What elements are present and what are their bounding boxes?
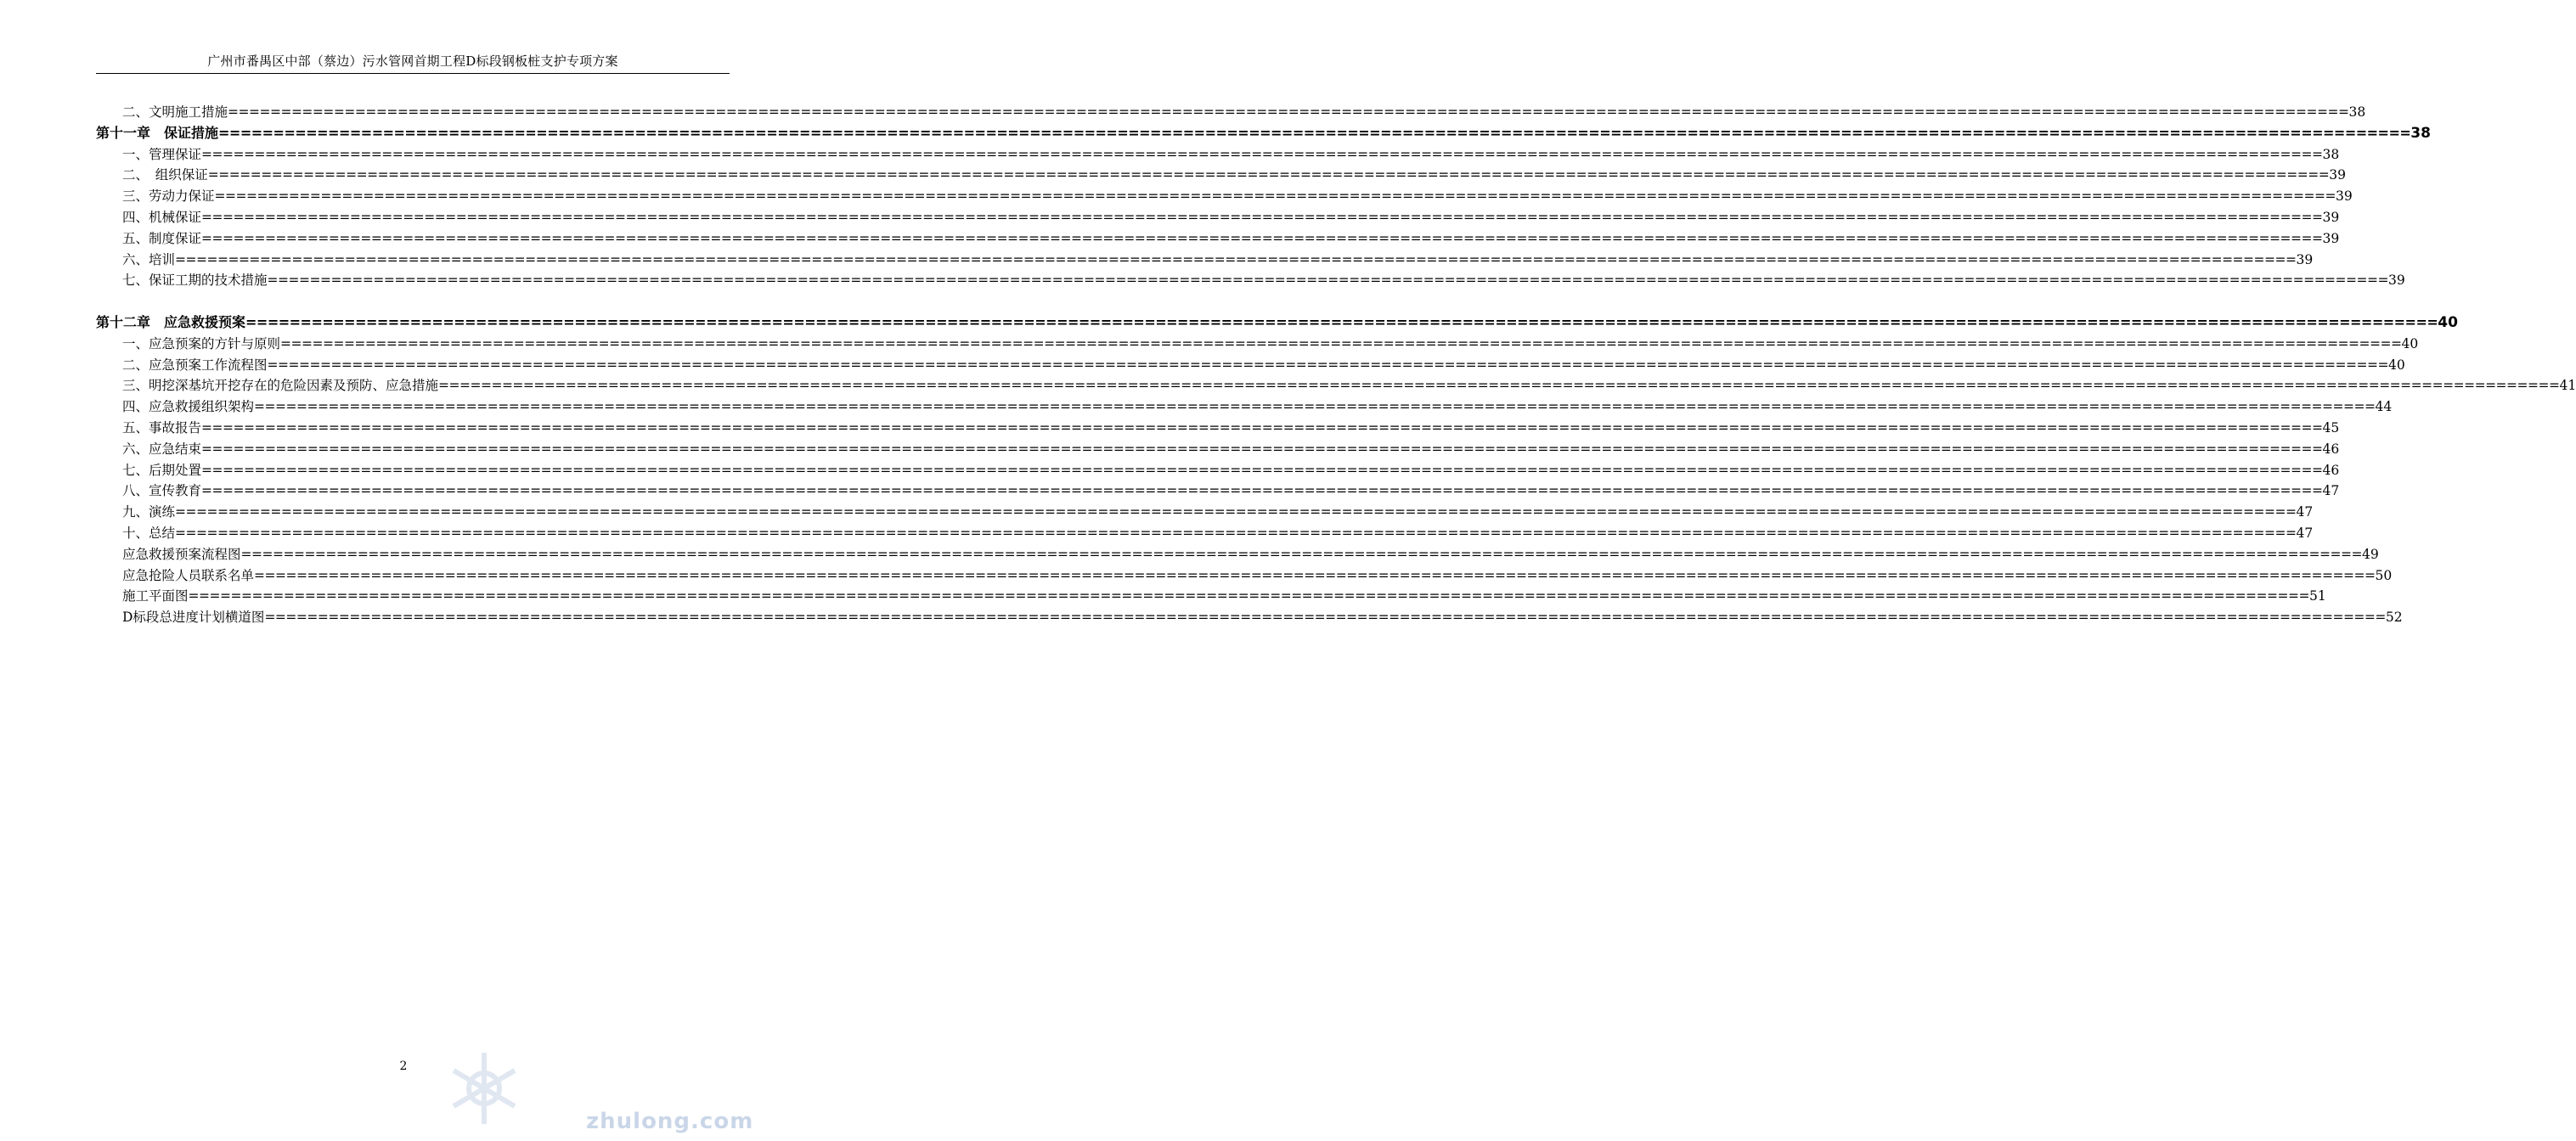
- toc-entry-title: D标段总进度计划横道图: [122, 610, 265, 626]
- toc-entry-page: 44: [2375, 399, 2393, 415]
- toc-entry-page: 39: [2329, 167, 2346, 183]
- toc-entry-page: 50: [2375, 567, 2393, 583]
- toc-entry[interactable]: [96, 544, 2379, 565]
- toc-leader: ========================================================================================================================================================================================================: [240, 546, 2362, 562]
- toc-leader: ========================================================================================================================================================================================================: [175, 251, 2297, 267]
- toc-entry-title: 三、明挖深基坑开挖存在的危险因素及预防、应急措施: [122, 378, 439, 394]
- toc-chapter-title: 第十二章 应急救援预案: [96, 313, 246, 330]
- toc-entry-page: 47: [2322, 483, 2340, 499]
- toc-leader: ========================================================================================================================================================================================================: [201, 146, 2323, 162]
- toc-leader: ========================================================================================================================================================================================================: [214, 188, 2336, 205]
- toc-entry-page: 40: [2401, 335, 2419, 351]
- toc-entry-page: 40: [2387, 357, 2405, 373]
- toc-entry-title: 二、 组织保证: [122, 167, 208, 183]
- toc-leader: ========================================================================================================================================================================================================: [254, 567, 2376, 583]
- toc-leader: ========================================================================================================================================================================================================: [280, 335, 2402, 351]
- toc-chapter-page: 40: [2438, 313, 2458, 331]
- toc-entry[interactable]: [96, 207, 2340, 228]
- toc-entry[interactable]: [96, 396, 2393, 418]
- toc-entry-page: 52: [2385, 610, 2403, 626]
- toc-leader: ========================================================================================================================================================================================================: [207, 167, 2330, 183]
- toc-chapter-title: 第十一章 保证措施: [96, 124, 219, 141]
- toc-entry-title: 十、总结: [122, 525, 176, 541]
- toc-leader: ========================================================================================================================================================================================================: [264, 610, 2386, 626]
- toc-entry-page: 47: [2296, 525, 2314, 541]
- toc-entry-title: 六、培训: [122, 251, 176, 267]
- toc-entry[interactable]: [96, 481, 2340, 502]
- toc-entry-page: 38: [2348, 104, 2366, 120]
- toc-entry-title: 应急抢险人员联系名单: [122, 567, 255, 583]
- toc-chapter[interactable]: [96, 123, 2431, 144]
- toc-entry-page: 46: [2322, 441, 2340, 457]
- toc-entry-title: 四、机械保证: [122, 209, 202, 225]
- toc-entry-title: 七、后期处置: [122, 462, 202, 478]
- toc-entry[interactable]: [96, 250, 2314, 271]
- snowflake-logo-icon: [442, 1046, 527, 1131]
- header-divider: [96, 73, 730, 74]
- toc-leader: ========================================================================================================================================================================================================: [218, 124, 2411, 141]
- toc-entry-page: 39: [2296, 251, 2314, 267]
- toc-entry-page: 39: [2322, 230, 2340, 246]
- toc-entry-page: 41: [2559, 378, 2576, 394]
- toc-chapter[interactable]: [96, 312, 2458, 334]
- toc-entry[interactable]: [96, 460, 2340, 481]
- section-spacer: [96, 291, 730, 312]
- toc-entry[interactable]: [96, 502, 2314, 523]
- toc-entry[interactable]: [96, 375, 2576, 396]
- toc-entry[interactable]: [96, 355, 2405, 376]
- toc-leader: ========================================================================================================================================================================================================: [267, 357, 2388, 373]
- toc-entry-title: 一、管理保证: [122, 146, 202, 162]
- running-header: 广州市番禺区中部（蔡边）污水管网首期工程D标段钢板桩支护专项方案: [207, 53, 618, 69]
- toc-leader: ========================================================================================================================================================================================================: [245, 313, 2438, 330]
- toc-entry-title: 六、应急结束: [122, 441, 202, 457]
- toc-entry-page: 39: [2387, 273, 2405, 289]
- toc-entry-title: 二、应急预案工作流程图: [122, 357, 268, 373]
- page-number: 2: [399, 1060, 408, 1073]
- toc-leader: ========================================================================================================================================================================================================: [201, 483, 2323, 499]
- toc-entry-title: 五、事故报告: [122, 419, 202, 436]
- toc-entry[interactable]: [96, 334, 2419, 355]
- toc-entry-page: 38: [2322, 146, 2340, 162]
- toc-leader: ========================================================================================================================================================================================================: [201, 441, 2323, 457]
- toc-leader: ========================================================================================================================================================================================================: [175, 504, 2297, 520]
- toc-leader: ========================================================================================================================================================================================================: [438, 378, 2560, 394]
- toc-leader: ========================================================================================================================================================================================================: [175, 525, 2297, 541]
- toc-entry[interactable]: [96, 165, 2346, 186]
- toc-entry-title: 九、演练: [122, 504, 176, 520]
- toc-entry[interactable]: [96, 144, 2340, 166]
- toc-entry-page: 49: [2361, 546, 2379, 562]
- toc-entry-title: 三、劳动力保证: [122, 188, 215, 205]
- toc-entry-title: 二、文明施工措施: [122, 104, 228, 120]
- toc-leader: ========================================================================================================================================================================================================: [267, 273, 2388, 289]
- toc-entry-page: 51: [2308, 588, 2326, 604]
- toc-entry[interactable]: [96, 102, 2366, 123]
- toc-entry-title: 四、应急救援组织架构: [122, 399, 255, 415]
- toc-leader: ========================================================================================================================================================================================================: [228, 104, 2349, 120]
- toc-entry[interactable]: [96, 586, 2326, 607]
- watermark-text: zhulong.com: [586, 1109, 754, 1134]
- toc-entry[interactable]: [96, 270, 2405, 291]
- table-of-contents: [96, 102, 2576, 628]
- toc-entry-title: 施工平面图: [122, 588, 189, 604]
- toc-entry[interactable]: [96, 523, 2314, 544]
- toc-entry[interactable]: [96, 418, 2340, 439]
- toc-leader: ========================================================================================================================================================================================================: [254, 399, 2376, 415]
- toc-entry[interactable]: [96, 607, 2403, 628]
- toc-entry[interactable]: [96, 186, 2353, 207]
- toc-entry[interactable]: [96, 439, 2340, 460]
- toc-leader: ========================================================================================================================================================================================================: [201, 209, 2323, 225]
- toc-entry-page: 46: [2322, 462, 2340, 478]
- toc-entry-title: 八、宣传教育: [122, 483, 202, 499]
- toc-entry-page: 39: [2322, 209, 2340, 225]
- toc-leader: ========================================================================================================================================================================================================: [201, 419, 2323, 436]
- toc-chapter-page: 38: [2410, 124, 2431, 142]
- toc-entry-title: 五、制度保证: [122, 230, 202, 246]
- toc-entry-title: 应急救援预案流程图: [122, 546, 241, 562]
- toc-entry-title: 七、保证工期的技术措施: [122, 273, 268, 289]
- toc-leader: ========================================================================================================================================================================================================: [201, 230, 2323, 246]
- toc-leader: ========================================================================================================================================================================================================: [201, 462, 2323, 478]
- toc-entry-page: 39: [2335, 188, 2353, 205]
- toc-leader: ========================================================================================================================================================================================================: [188, 588, 2309, 604]
- toc-entry-page: 45: [2322, 419, 2340, 436]
- toc-entry-page: 47: [2296, 504, 2314, 520]
- toc-entry-title: 一、应急预案的方针与原则: [122, 335, 281, 351]
- toc-entry[interactable]: [96, 228, 2340, 250]
- toc-entry[interactable]: [96, 565, 2393, 587]
